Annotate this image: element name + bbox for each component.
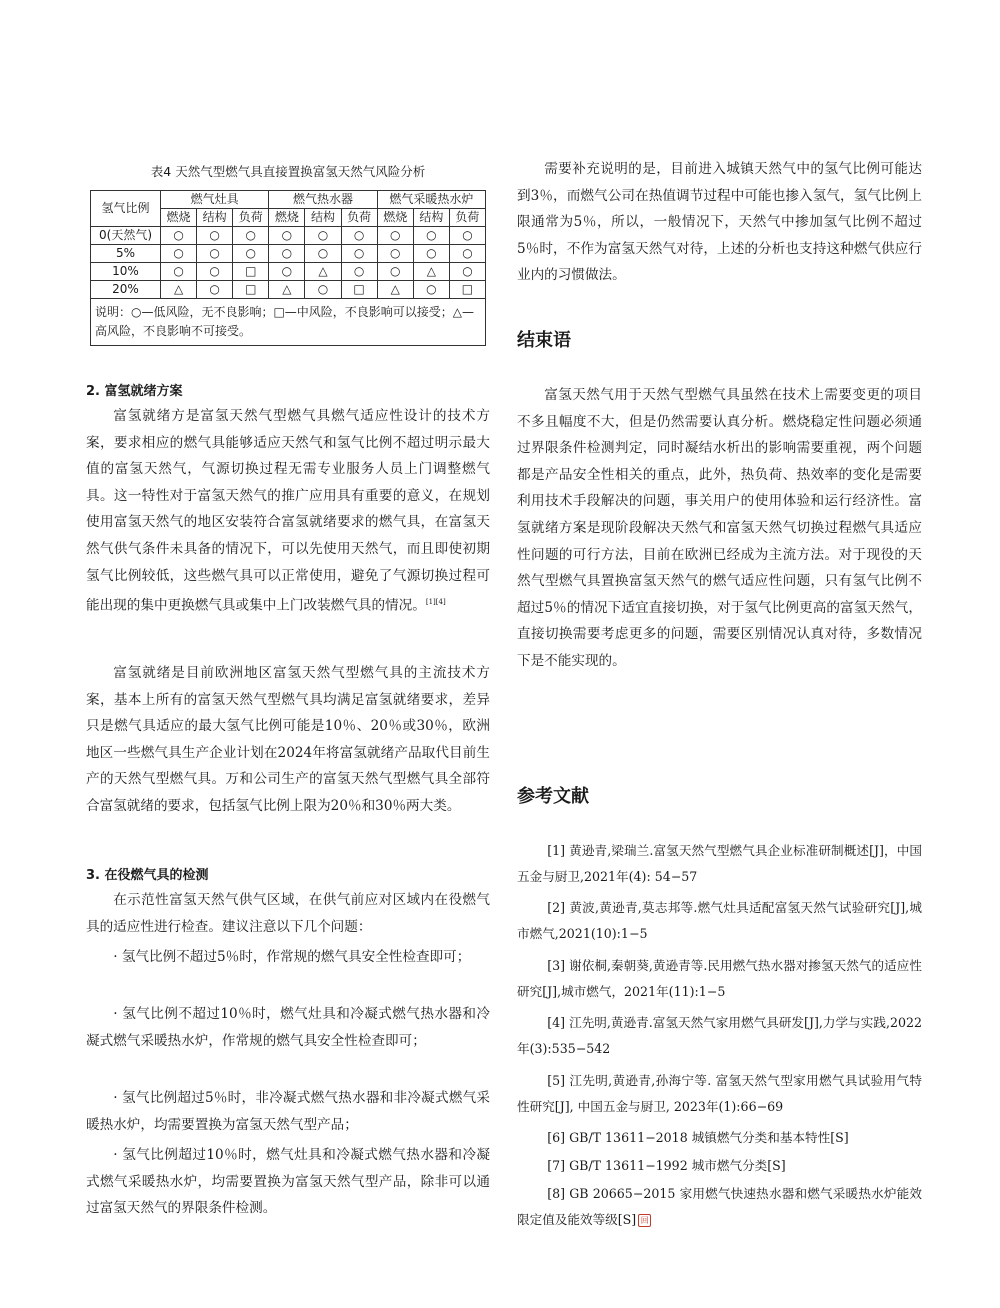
paragraph-inspection: 在示范性富氢天然气供气区域，在供气前应对区域内在役燃气具的适应性进行检查。建议注意以下几个问题： bbox=[86, 892, 490, 935]
risk-cell: □ bbox=[233, 263, 269, 281]
risk-cell: ○ bbox=[341, 227, 377, 245]
paragraph-europe: 富氢就绪是目前欧洲地区富氢天然气型燃气具的主流技术方案，基本上所有的富氢天然气型燃气具均满足富氢就绪要求，差异只是燃气具适应的最大氢气比例可能是10％、20％或30％，欧洲地区一些燃气具生产企业计划在2024年将富氢就绪产品取代目前生产的天然气型燃气具。万和公司生产的富氢天然气型燃气具全部符合富氢就绪的要求，包括氢气比例上限为20％和30％两大类。 bbox=[86, 665, 490, 814]
table-group-header: 燃气热水器 bbox=[269, 191, 377, 209]
risk-cell: ○ bbox=[305, 227, 341, 245]
table-subheader: 负荷 bbox=[233, 209, 269, 227]
risk-cell: □ bbox=[341, 281, 377, 299]
risk-cell: ○ bbox=[197, 245, 233, 263]
reference-item bbox=[517, 1181, 922, 1234]
table-row bbox=[91, 263, 486, 281]
risk-cell: ○ bbox=[197, 281, 233, 299]
reference-text: [8] GB 20665−2015 家用燃气快速热水器和燃气采暖热水炉能效限定值及能效等级[S] bbox=[517, 1186, 922, 1228]
risk-cell: ○ bbox=[341, 245, 377, 263]
bullet-item: · 氢气比例不超过5％时，作常规的燃气具安全性检查即可； bbox=[113, 949, 471, 965]
risk-cell: □ bbox=[449, 281, 485, 299]
risk-cell: ○ bbox=[413, 227, 449, 245]
risk-cell: ○ bbox=[161, 263, 197, 281]
risk-cell: ○ bbox=[341, 263, 377, 281]
table-subheader: 燃烧 bbox=[269, 209, 305, 227]
reference-item: [5] 江先明,黄逊青,孙海宁等. 富氢天然气型家用燃气具试验用气特性研究[J], 中国五金与厨卫, 2023年(1):66−69 bbox=[517, 1073, 922, 1115]
risk-cell: △ bbox=[413, 263, 449, 281]
reference-item: [7] GB/T 13611−1992 城市燃气分类[S] bbox=[547, 1158, 786, 1173]
section-heading-2: 2. 富氢就绪方案 bbox=[86, 384, 183, 399]
table-caption: 表4 天然气型燃气具直接置换富氢天然气风险分析 bbox=[150, 164, 426, 179]
paragraph-text: 富氢就绪方是富氢天然气型燃气具燃气适应性设计的技术方案，要求相应的燃气具能够适应天然气和氢气比例不超过明示最大值的富氢天然气，气源切换过程无需专业服务人员上门调整燃气具。这一特性对于富氢天然气的推广应用具有重要的意义，在规划使用富氢天然气的地区安装符合富氢就绪要求的燃气具，在富氢天然气供气条件未具备的情况下，可以先使用天然气，而且即使初期氢气比例较低，这些燃气具可以正常使用，避免了气源切换过程可能出现的集中更换燃气具或集中上门改装燃气具的情况。 bbox=[86, 408, 490, 614]
risk-cell: ○ bbox=[449, 227, 485, 245]
risk-cell: ○ bbox=[305, 245, 341, 263]
references-heading: 参考文献 bbox=[517, 786, 589, 807]
end-mark-icon: 回 bbox=[638, 1214, 651, 1227]
table-subheader: 结构 bbox=[305, 209, 341, 227]
risk-cell: ○ bbox=[197, 227, 233, 245]
risk-cell: □ bbox=[233, 281, 269, 299]
table-group-header: 燃气灶具 bbox=[161, 191, 269, 209]
table-subheader: 结构 bbox=[197, 209, 233, 227]
table-group-header: 燃气采暖热水炉 bbox=[377, 191, 485, 209]
table-subheader: 燃烧 bbox=[161, 209, 197, 227]
risk-table bbox=[90, 190, 486, 346]
risk-cell: ○ bbox=[449, 263, 485, 281]
risk-cell: ○ bbox=[269, 245, 305, 263]
conclusion-heading: 结束语 bbox=[517, 330, 571, 351]
risk-cell: ○ bbox=[161, 245, 197, 263]
table-row bbox=[91, 281, 486, 299]
risk-cell: ○ bbox=[377, 263, 413, 281]
table-header-ratio: 氢气比例 bbox=[91, 191, 161, 227]
bullet-item: · 氢气比例不超过10％时，燃气灶具和冷凝式燃气热水器和冷凝式燃气采暖热水炉，作常规的燃气具安全性检查即可； bbox=[86, 1006, 490, 1049]
bullet-item: · 氢气比例超过5％时，非冷凝式燃气热水器和非冷凝式燃气采暖热水炉，均需要置换为富氢天然气型产品； bbox=[86, 1090, 490, 1133]
risk-cell: ○ bbox=[269, 263, 305, 281]
risk-cell: ○ bbox=[233, 245, 269, 263]
paragraph-supplement: 需要补充说明的是，目前进入城镇天然气中的氢气比例可能达到3％，而燃气公司在热值调节过程中可能也掺入氢气，氢气比例上限通常为5％，所以，一般情况下，天然气中掺加氢气比例不超过5％时，不作为富氢天然气对待，上述的分析也支持这种燃气供应行业内的习惯做法。 bbox=[517, 161, 922, 284]
risk-cell: ○ bbox=[377, 245, 413, 263]
risk-cell: ○ bbox=[449, 245, 485, 263]
risk-cell: ○ bbox=[305, 281, 341, 299]
section-heading-3: 3. 在役燃气具的检测 bbox=[86, 868, 209, 883]
ratio-cell: 20% bbox=[91, 281, 161, 299]
risk-cell: △ bbox=[269, 281, 305, 299]
risk-cell: ○ bbox=[233, 227, 269, 245]
risk-cell: ○ bbox=[377, 227, 413, 245]
table-subheader: 结构 bbox=[413, 209, 449, 227]
bullet-item: · 氢气比例超过10％时，燃气灶具和冷凝式燃气热水器和冷凝式燃气采暖热水炉，均需要置换为富氢天然气型产品，除非可以通过富氢天然气的界限条件检测。 bbox=[86, 1147, 490, 1217]
table-subheader: 燃烧 bbox=[377, 209, 413, 227]
paragraph-conclusion: 富氢天然气用于天然气型燃气具虽然在技术上需要变更的项目不多且幅度不大，但是仍然需要认真分析。燃烧稳定性问题必须通过界限条件检测判定，同时凝结水析出的影响需要重视，两个问题都是产品安全性相关的重点，此外，热负荷、热效率的变化是需要利用技术手段解决的问题，事关用户的使用体验和运行经济性。富氢就绪方案是现阶段解决天然气和富氢天然气切换过程燃气具适应性问题的可行方法，目前在欧洲已经成为主流方法。对于现役的天然气型燃气具置换富氢天然气的燃气适应性问题，只有氢气比例不超过5％的情况下适宜直接切换，对于氢气比例更高的富氢天然气，直接切换需要考虑更多的问题，需要区别情况认真对待，多数情况下是不能实现的。 bbox=[517, 387, 922, 669]
paragraph-hydrogen-ready bbox=[86, 403, 490, 619]
risk-cell: ○ bbox=[413, 281, 449, 299]
risk-cell: △ bbox=[377, 281, 413, 299]
reference-item: [1] 黄逊青,梁瑞兰.富氢天然气型燃气具企业标准研制概述[J]，中国五金与厨卫,2021年(4): 54−57 bbox=[517, 843, 922, 885]
risk-cell: △ bbox=[305, 263, 341, 281]
reference-item: [2] 黄波,黄逊青,莫志邦等.燃气灶具适配富氢天然气试验研究[J],城市燃气,2021(10):1−5 bbox=[517, 900, 922, 942]
table-row bbox=[91, 227, 486, 245]
table-subheader: 负荷 bbox=[449, 209, 485, 227]
ratio-cell: 10% bbox=[91, 263, 161, 281]
ratio-cell: 0(天然气) bbox=[91, 227, 161, 245]
risk-cell: ○ bbox=[161, 227, 197, 245]
ratio-cell: 5% bbox=[91, 245, 161, 263]
citation: [1][4] bbox=[425, 598, 446, 607]
table-subheader: 负荷 bbox=[341, 209, 377, 227]
reference-item: [4] 江先明,黄逊青.富氢天然气家用燃气具研发[J],力学与实践,2022年(3):535−542 bbox=[517, 1015, 922, 1057]
risk-cell: ○ bbox=[197, 263, 233, 281]
reference-item: [6] GB/T 13611−2018 城镇燃气分类和基本特性[S] bbox=[547, 1130, 849, 1145]
risk-cell: ○ bbox=[413, 245, 449, 263]
table-row bbox=[91, 245, 486, 263]
table-note: 说明：○—低风险，无不良影响；□—中风险，不良影响可以接受；△—高风险，不良影响不可接受。 bbox=[91, 299, 486, 346]
risk-cell: ○ bbox=[269, 227, 305, 245]
risk-cell: △ bbox=[161, 281, 197, 299]
reference-item: [3] 谢依桐,秦朝葵,黄逊青等.民用燃气热水器对掺氢天然气的适应性研究[J],城市燃气，2021年(11):1−5 bbox=[517, 958, 922, 1000]
